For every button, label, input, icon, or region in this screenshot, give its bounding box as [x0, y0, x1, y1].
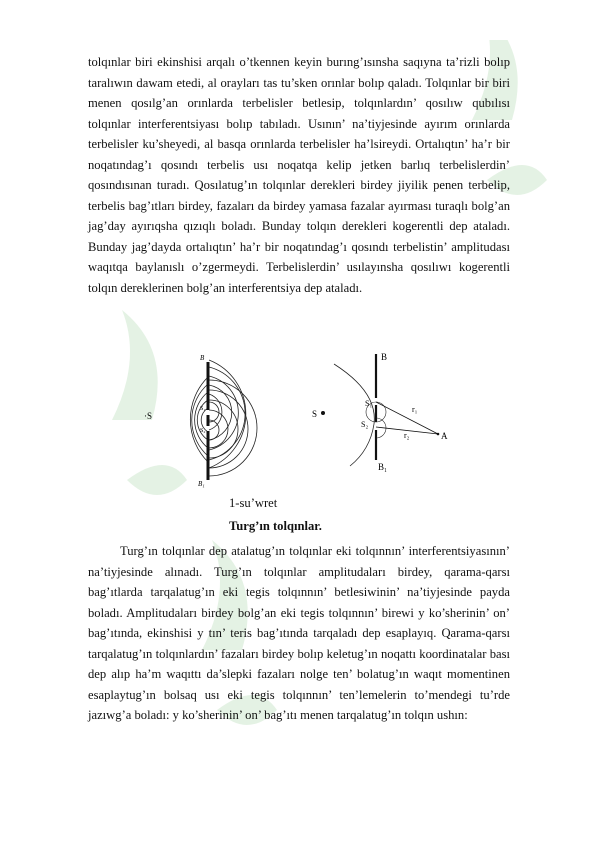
- interference-diagram-waves: [138, 352, 283, 488]
- slit-label-s2: S₂: [361, 420, 369, 429]
- source-label: ·S: [144, 411, 153, 421]
- paragraph-standing-waves: [88, 541, 510, 726]
- ray-label-r2: r₂: [404, 431, 410, 440]
- ray-r1: [376, 402, 438, 434]
- point-label-a: A: [441, 431, 448, 441]
- slit-label-s1: S₁: [200, 406, 206, 412]
- paragraph-text: tolqınlar biri ekinshisi arqalı o’tkennen keyin burıng’ısınsha saqıyna ta’rizli bolıp taralıwın dawam etedi, al orayları tas tu’sken orınlar bolıp qaladı. Tolqınlar bir biri menen qosılg’an orınlarda terbelisler betlesip, tolqınlardın’ qosılıw qubılısı tolqınlar interferentsiyası bolıp tabıladı. Usının’ na’tiyjesinde ayırım orınlarda terbelisler ku’sheyedi, al basqa orınlarda terbelisler ha’lsireydi. Ortalıqtın’ ha’r bir noqatındag’ı qosındı terbelis usı noqatqa kelip jetken barlıq terbelislerdin’ qosındısınan turadı. Qosılatug’ın tolqınlar derekleri birdey jiyilik penen terbelip, terbelis bag’ıtları birdey, fazaları da birdey yamasa fazalar ayırması turaqlı bolg’an jag’day ayırıqsha qızıqlı boladı. Bunday tolqın derekleri kogerentli dep ataladı. Bunday jag’dayda ortalıqtın’ ha’r bir noqatındag’ı qosındı terbelistin’ amplitudası waqıtqa baylanıslı o’zgermeydi. Terbelislerdin’ usılayınsha qosılıwı kogerentli tolqın dereklerinen bolg’an interferentsiya dep ataladı.: [88, 55, 510, 295]
- wavefront-arc: [334, 364, 374, 466]
- wave-fronts-s2: [209, 380, 257, 476]
- source-label: S: [312, 409, 318, 419]
- paragraph-text: Turg’ın tolqınlar dep atalatug’ın tolqınlar eki tolqınnın’ interferentsiyasının’ na’tiyjesinde alınadı. Turg’ın tolqınlar amplitudaları birdey, qarama-qarsı bag’ıtlarda tarqalatug’ın eki tegis tolqınnın’ betlesiwinin’ na’tiyjesinde payda boladı. Amplitudaları birdey bolg’an eki tegis tolqınnın’ birewi y ko’sherinin’ on’ bag’ıtında, ekinshisi y tın’ teris bag’ıtında tarqaladı dep esaplayıq. Qarama-qarsı tarqalatug’ın tolqınlardın’ fazaları birdey bolıp keletug’ın noqattı koordinatalar bası dep alıp ha’m waqıttı da’slepki fazaları nolge ten’ bolatug’ın waqıt momentinen esaplaytug’ın bolsaq usı eki tegis tolqınnın’ ten’lemelerin to’mendegi tu’rde jazıwg’a boladı: y ko’sherinin’ on’ bag’ıtı menen tarqalatug’ın tolqın ushın:: [88, 544, 510, 722]
- wave-fronts: [190, 377, 208, 462]
- paragraph-interference: [88, 52, 510, 298]
- barrier-label-b: B: [381, 352, 388, 362]
- barrier-label-b: B: [200, 354, 205, 362]
- ray-label-r1: r₁: [412, 405, 418, 414]
- source-point: [321, 411, 325, 415]
- figure-number: 1-su’wret: [229, 496, 278, 510]
- slit-label-s2: S₂: [200, 428, 206, 434]
- barrier-label-b1: B₁: [198, 480, 205, 488]
- slit-label-s1: S₁: [365, 399, 373, 408]
- figure-title: Turg’ın tolqınlar.: [229, 519, 322, 533]
- point-a: [437, 433, 440, 436]
- interference-diagram-paths: [312, 352, 462, 472]
- barrier-label-b1: B₁: [378, 462, 388, 472]
